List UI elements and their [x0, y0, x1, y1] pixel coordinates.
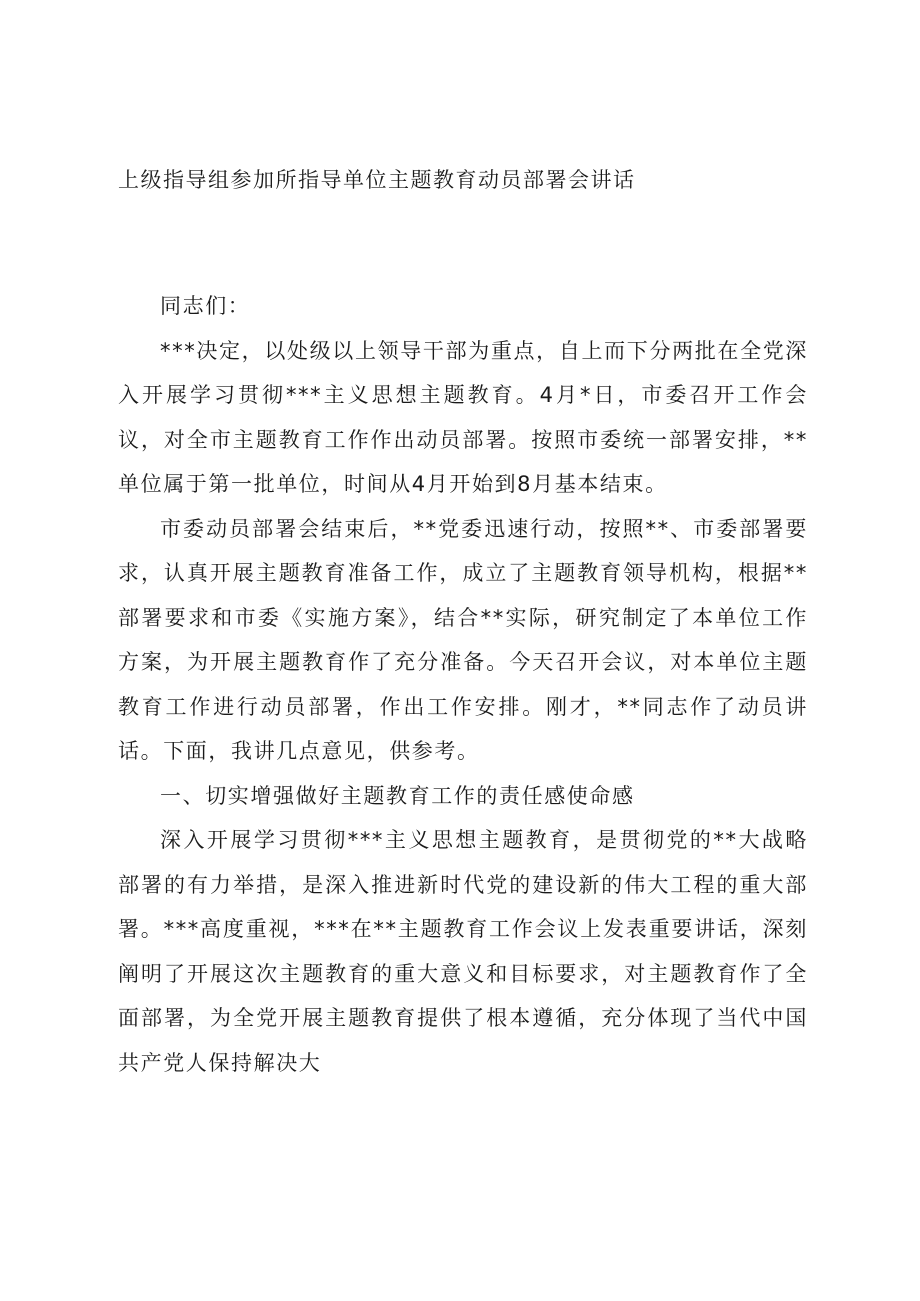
paragraph-1: ***决定，以处级以上领导干部为重点，自上而下分两批在全党深入开展学习贯彻***主义思想主题教育。4月*日，市委召开工作会议，对全市主题教育工作作出动员部署。按照市委统一部署安排，**单位属于第一批单位，时间从4月开始到8月基本结束。 — [118, 338, 808, 496]
document-title: 上级指导组参加所指导单位主题教育动员部署会讲话 — [118, 168, 636, 192]
document-body — [118, 284, 808, 1085]
salutation: 同志们： — [160, 294, 251, 318]
section-paragraph: 深入开展学习贯彻***主义思想主题教育，是贯彻党的**大战略部署的有力举措，是深入推进新时代党的建设新的伟大工程的重大部署。***高度重视，***在**主题教育工作会议上发表重要讲话，深刻阐明了开展这次主题教育的重大意义和目标要求，对主题教育作了全面部署，为全党开展主题教育提供了根本遵循，充分体现了当代中国共产党人保持解决大 — [118, 828, 808, 1075]
section-heading: 一、切实增强做好主题教育工作的责任感使命感 — [160, 783, 635, 808]
paragraph-2: 市委动员部署会结束后，**党委迅速行动，按照**、市委部署要求，认真开展主题教育准备工作，成立了主题教育领导机构，根据**部署要求和市委《实施方案》，结合**实际，研究制定了本单位工作方案，为开展主题教育作了充分准备。今天召开会议，对本单位主题教育工作进行动员部署，作出工作安排。刚才，**同志作了动员讲话。下面，我讲几点意见，供参考。 — [118, 516, 808, 763]
